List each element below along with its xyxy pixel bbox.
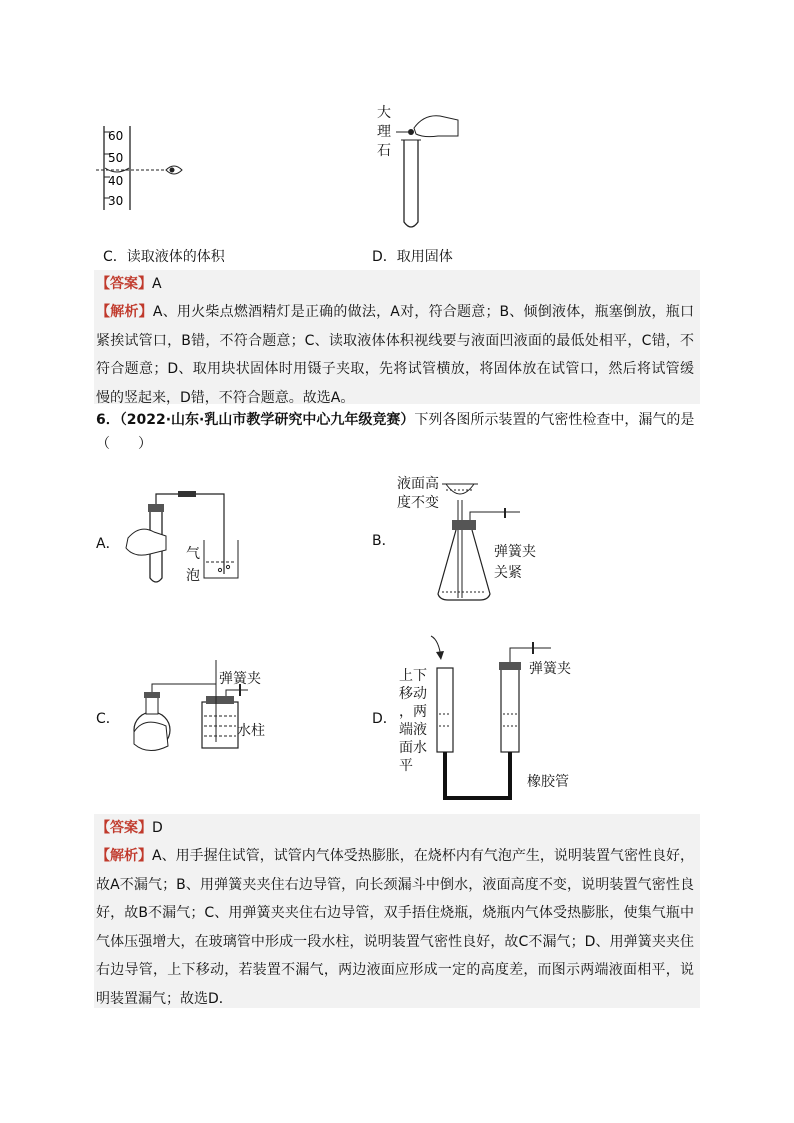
explain-tag: 【解析】 [96,848,153,864]
hand-icon [414,116,458,137]
answer-value: A [152,276,162,292]
marble-label-char: 石 [377,143,391,159]
question-blank: （ ） [96,436,152,452]
marble-label-char: 大 [377,105,391,121]
b-clip-label [494,542,536,584]
c-clip-label: 弹簧夹 [219,671,261,687]
question-6 [96,408,696,456]
test-tube-solid-figure [394,106,464,234]
q5-explanation [94,298,700,412]
c-water-label: 水柱 [237,723,265,739]
b-clip-label-line: 弹簧夹 [494,544,536,560]
question-stem: 下列各图所示装置的气密性检查中，漏气的是 [414,412,695,428]
b-clip-label-line: 关紧 [494,565,522,581]
marble-label [377,104,391,161]
d-side-label-line: 上下 [399,668,427,684]
q5-answer-box [94,270,700,404]
tick-label: 30 [108,194,124,208]
explain-tag: 【解析】 [96,304,153,320]
tick-label: 50 [108,151,124,165]
figure-d-caption: D．取用固体 [372,249,453,265]
q6-explanation [94,842,700,1013]
d-side-label-line: 移动 [399,686,427,702]
bubble-label-char: 气 [186,546,200,562]
option-a-letter: A． [96,536,120,552]
d-side-label-line: 端液 [399,722,427,738]
question-source: （2022·山东·乳山市教学研究中心九年级竞赛） [119,412,415,428]
q5-answer-line [94,270,700,298]
d-side-label [399,667,427,775]
stopper [452,520,476,530]
cylinder-reading-figure [96,122,196,214]
eye-icon [166,166,182,174]
d-side-label-line: ，两 [399,704,427,720]
option-a-figure [120,488,250,588]
hand-icon [126,529,166,555]
explain-text: A、用火柴点燃酒精灯是正确的做法，A对，符合题意；B、倾倒液体，瓶塞倒放，瓶口紧挨试管口，B错，不符合题意；C、读取液体体积视线要与液面凹液面的最低处相平，C错，不符合题意；D、取用块状固体时用镊子夹取，先将试管横放，将固体放在试管口，然后将试管缓慢的竖起来，D错，不符合题意。故选A。 [96,304,694,406]
bubble-label [186,543,200,587]
answer-value: D [152,820,163,836]
answer-tag: 【答案】 [96,820,152,836]
question-number: 6． [96,412,120,428]
bubble-label-char: 泡 [186,568,200,584]
d-side-label-line: 平 [399,758,413,774]
option-b-letter: B． [372,533,396,549]
tick-label: 40 [108,174,124,188]
marble-label-char: 理 [377,124,391,140]
option-c-letter: C． [96,711,120,727]
b-level-label-line: 液面高 [397,476,439,492]
d-tube-label: 橡胶管 [527,774,569,790]
answer-tag: 【答案】 [96,276,152,292]
q6-answer-box [94,814,700,1008]
b-level-label-line: 度不变 [397,495,439,511]
d-side-label-line: 面水 [399,740,427,756]
rubber-tube [445,752,510,798]
explain-text: A、用手握住试管，试管内气体受热膨胀，在烧杯内有气泡产生，说明装置气密性良好，故A不漏气；B、用弹簧夹夹住右边导管，向长颈漏斗中倒水，液面高度不变，说明装置气密性良好，故B不漏气；C、用弹簧夹夹住右边导管，双手捂住烧瓶，烧瓶内气体受热膨胀，使集气瓶中气体压强增大，在玻璃管中形成一段水柱，说明装置气密性良好，故C不漏气；D、用弹簧夹夹住右边导管，上下移动，若装置不漏气，两边液面应形成一定的高度差，而图示两端液面相平，说明装置漏气；故选D． [96,848,695,1007]
marble-piece [408,129,414,135]
figure-c-caption: C．读取液体的体积 [103,249,225,265]
hands-icon [134,722,168,750]
q6-answer-line [94,814,700,842]
option-d-letter: D． [372,711,397,727]
stopper [148,504,164,512]
d-clip-label: 弹簧夹 [529,661,571,677]
tick-label: 60 [108,129,124,143]
